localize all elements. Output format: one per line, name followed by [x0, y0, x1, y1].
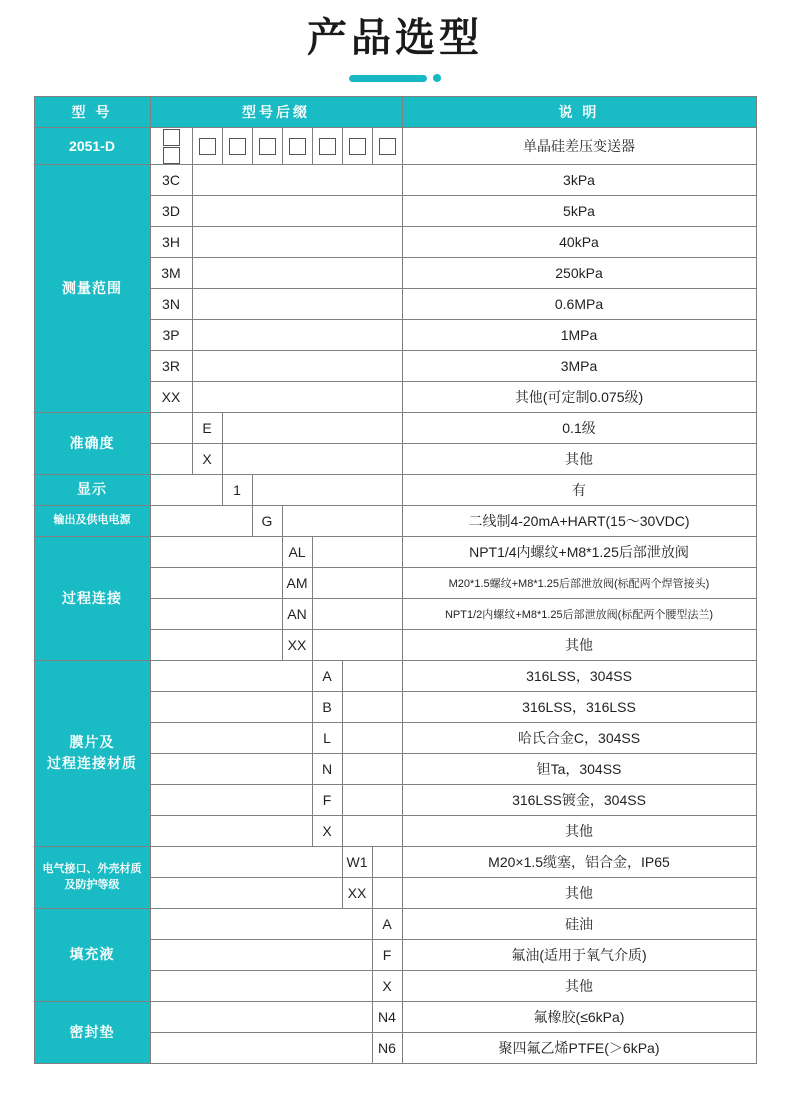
checkbox-glyph [349, 138, 366, 155]
option-desc: 钽Ta，304SS [402, 753, 756, 784]
table-row [34, 660, 756, 691]
option-desc: 0.6MPa [402, 288, 756, 319]
spacer-cell [342, 784, 402, 815]
option-code: AM [282, 567, 312, 598]
selection-table [34, 96, 757, 1064]
option-code: L [312, 722, 342, 753]
option-code: W1 [342, 846, 372, 877]
option-desc: 3MPa [402, 350, 756, 381]
page-title: 产品选型 [307, 16, 483, 60]
option-code: N [312, 753, 342, 784]
table-row [34, 505, 756, 536]
suffix-box-2 [192, 128, 222, 165]
option-desc: 其他 [402, 629, 756, 660]
option-desc: NPT1/2内螺纹+M8*1.25后部泄放阀(标配两个腰型法兰) [402, 598, 756, 629]
option-code: A [312, 660, 342, 691]
suffix-box-1 [150, 128, 192, 165]
checkbox-glyph [163, 129, 180, 146]
table-header-row [34, 97, 756, 128]
spacer-cell [222, 443, 402, 474]
title-decoration [0, 74, 790, 82]
suffix-box-3 [222, 128, 252, 165]
option-desc: 哈氏合金C，304SS [402, 722, 756, 753]
spacer-cell [192, 257, 402, 288]
model-description: 单晶硅差压变送器 [402, 128, 756, 165]
spacer-cell [192, 164, 402, 195]
option-desc: 有 [402, 474, 756, 505]
option-desc: 1MPa [402, 319, 756, 350]
suffix-box-4 [252, 128, 282, 165]
spacer-cell [222, 412, 402, 443]
option-desc: 氟橡胶(≤6kPa) [402, 1001, 756, 1032]
table-row [34, 536, 756, 567]
option-code: 3C [150, 164, 192, 195]
option-code: 3P [150, 319, 192, 350]
spacer-cell [312, 567, 402, 598]
table-row [34, 164, 756, 195]
category-output-power: 输出及供电电源 [34, 505, 150, 536]
table-row [34, 412, 756, 443]
spacer-cell [150, 753, 312, 784]
option-desc: 硅油 [402, 908, 756, 939]
spacer-cell [150, 536, 282, 567]
option-code: 3R [150, 350, 192, 381]
spacer-cell [150, 846, 342, 877]
option-code: A [372, 908, 402, 939]
table-row [34, 846, 756, 877]
option-desc: 316LSS，304SS [402, 660, 756, 691]
suffix-box-6 [312, 128, 342, 165]
spacer-cell [150, 629, 282, 660]
option-code: N4 [372, 1001, 402, 1032]
spacer-cell [150, 598, 282, 629]
decor-dot [433, 74, 441, 82]
spacer-cell [150, 939, 372, 970]
header-desc: 说 明 [402, 97, 756, 128]
option-desc: 二线制4-20mA+HART(15～30VDC) [402, 505, 756, 536]
spacer-cell [150, 412, 192, 443]
spacer-cell [192, 350, 402, 381]
option-desc: 3kPa [402, 164, 756, 195]
checkbox-glyph [319, 138, 336, 155]
spacer-cell [342, 753, 402, 784]
spacer-cell [150, 908, 372, 939]
spacer-cell [150, 877, 342, 908]
option-desc: NPT1/4内螺纹+M8*1.25后部泄放阀 [402, 536, 756, 567]
checkbox-glyph [199, 138, 216, 155]
option-code: 3M [150, 257, 192, 288]
model-number: 2051-D [34, 128, 150, 165]
spacer-cell [312, 536, 402, 567]
spacer-cell [342, 660, 402, 691]
option-code: XX [282, 629, 312, 660]
option-desc: 其他(可定制0.075级) [402, 381, 756, 412]
spacer-cell [150, 815, 312, 846]
category-fill-fluid: 填充液 [34, 908, 150, 1001]
table-row [34, 908, 756, 939]
option-code: X [192, 443, 222, 474]
spacer-cell [312, 598, 402, 629]
option-code: 1 [222, 474, 252, 505]
checkbox-glyph [229, 138, 246, 155]
spacer-cell [342, 815, 402, 846]
option-code: F [312, 784, 342, 815]
spacer-cell [150, 660, 312, 691]
category-display: 显示 [34, 474, 150, 505]
spacer-cell [192, 381, 402, 412]
category-diaphragm-material: 膜片及 过程连接材质 [34, 660, 150, 846]
suffix-box-8 [372, 128, 402, 165]
option-code: B [312, 691, 342, 722]
table-row [34, 1001, 756, 1032]
spacer-cell [252, 474, 402, 505]
header-suffix: 型号后缀 [150, 97, 402, 128]
option-code: XX [150, 381, 192, 412]
suffix-box-7 [342, 128, 372, 165]
spacer-cell [192, 319, 402, 350]
category-electrical-enclosure: 电气接口、外壳材质 及防护等级 [34, 846, 150, 908]
spacer-cell [282, 505, 402, 536]
option-desc: 250kPa [402, 257, 756, 288]
option-desc: 5kPa [402, 195, 756, 226]
spacer-cell [192, 226, 402, 257]
option-code: 3H [150, 226, 192, 257]
option-code: AN [282, 598, 312, 629]
table-row-model [34, 128, 756, 165]
option-code: X [372, 970, 402, 1001]
category-measuring-range: 测量范围 [34, 164, 150, 412]
option-code: N6 [372, 1032, 402, 1063]
table-body [34, 128, 756, 1064]
spacer-cell [312, 629, 402, 660]
checkbox-glyph [259, 138, 276, 155]
table-row [34, 474, 756, 505]
option-desc: 40kPa [402, 226, 756, 257]
option-code: XX [342, 877, 372, 908]
category-process-connection: 过程连接 [34, 536, 150, 660]
option-desc: 316LSS，316LSS [402, 691, 756, 722]
spacer-cell [150, 970, 372, 1001]
header-model: 型 号 [34, 97, 150, 128]
spacer-cell [150, 784, 312, 815]
decor-bar [349, 75, 427, 82]
option-desc: 0.1级 [402, 412, 756, 443]
option-code: 3D [150, 195, 192, 226]
option-desc: 316LSS镀金，304SS [402, 784, 756, 815]
spacer-cell [150, 505, 252, 536]
option-desc: 其他 [402, 815, 756, 846]
option-desc: 聚四氟乙烯PTFE(＞6kPa) [402, 1032, 756, 1063]
spacer-cell [372, 877, 402, 908]
spacer-cell [192, 195, 402, 226]
spacer-cell [150, 567, 282, 598]
spacer-cell [150, 1001, 372, 1032]
checkbox-glyph [379, 138, 396, 155]
checkbox-glyph [289, 138, 306, 155]
option-code: F [372, 939, 402, 970]
spacer-cell [150, 474, 222, 505]
spacer-cell [150, 1032, 372, 1063]
option-desc: 氟油(适用于氧气介质) [402, 939, 756, 970]
spacer-cell [372, 846, 402, 877]
spacer-cell [342, 691, 402, 722]
option-desc: 其他 [402, 443, 756, 474]
option-desc: 其他 [402, 970, 756, 1001]
category-accuracy: 准确度 [34, 412, 150, 474]
spacer-cell [150, 443, 192, 474]
spacer-cell [150, 722, 312, 753]
checkbox-glyph [163, 147, 180, 164]
category-gasket: 密封垫 [34, 1001, 150, 1063]
option-code: E [192, 412, 222, 443]
option-code: X [312, 815, 342, 846]
option-desc: M20*1.5螺纹+M8*1.25后部泄放阀(标配两个焊管接头) [402, 567, 756, 598]
spacer-cell [150, 691, 312, 722]
option-code: 3N [150, 288, 192, 319]
option-desc: M20×1.5缆塞，铝合金，IP65 [402, 846, 756, 877]
suffix-box-5 [282, 128, 312, 165]
option-code: AL [282, 536, 312, 567]
spacer-cell [192, 288, 402, 319]
option-code: G [252, 505, 282, 536]
option-desc: 其他 [402, 877, 756, 908]
spacer-cell [342, 722, 402, 753]
